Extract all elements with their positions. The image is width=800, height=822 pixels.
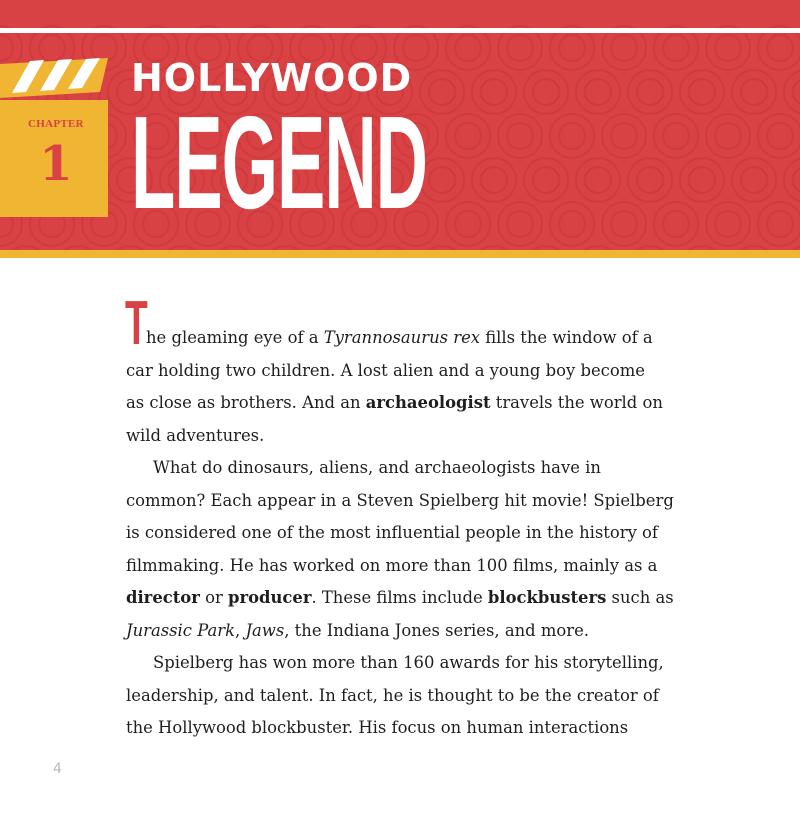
- pattern-circle: [429, 167, 455, 193]
- text-line: he gleaming eye of a Tyrannosaurus rex fills the window of a: [146, 328, 653, 347]
- pattern-circle: [507, 123, 533, 149]
- text-line: the Hollywood blockbuster. His focus on human interactions: [126, 718, 629, 737]
- chapter-number: 1: [39, 136, 73, 192]
- pattern-circle: [611, 123, 637, 149]
- pattern-circle: [767, 123, 793, 149]
- pattern-circle: [732, 158, 776, 202]
- pattern-circle: [689, 79, 715, 105]
- pattern-circle: [472, 70, 516, 114]
- pattern-circle: [481, 79, 507, 105]
- pattern-circle: [663, 35, 689, 61]
- title-line-2: LEGEND: [131, 89, 427, 236]
- pattern-circle: [481, 167, 507, 193]
- pattern-circle: [715, 123, 741, 149]
- pattern-circle: [706, 114, 750, 158]
- text-line: director or producer. These films include blockbusters such as: [126, 588, 674, 607]
- pattern-circle: [602, 202, 646, 246]
- pattern-circle: [429, 79, 455, 105]
- pattern-circle: [585, 79, 611, 105]
- pattern-circle: [585, 167, 611, 193]
- chapter-banner: [0, 0, 800, 258]
- pattern-circle: [602, 114, 646, 158]
- pattern-circle: [715, 35, 741, 61]
- pattern-circle: [524, 158, 568, 202]
- pattern-circle: [550, 202, 594, 246]
- pattern-circle: [576, 158, 620, 202]
- bottom-stripe: [0, 250, 800, 258]
- pattern-circle: [767, 35, 793, 61]
- pattern-circle: [732, 70, 776, 114]
- pattern-circle: [680, 158, 724, 202]
- text-line: leadership, and talent. In fact, he is thought to be the creator of: [126, 685, 659, 705]
- pattern-circle: [455, 123, 481, 149]
- pattern-circle: [654, 114, 698, 158]
- text-line: wild adventures.: [126, 425, 265, 445]
- pattern-circle: [628, 158, 672, 202]
- glossary-term: director: [126, 588, 200, 607]
- pattern-circle: [524, 70, 568, 114]
- pattern-circle: [550, 114, 594, 158]
- pattern-circle: [559, 123, 585, 149]
- text-line: common? Each appear in a Steven Spielberg hit movie! Spielberg: [126, 490, 674, 510]
- text-line: filmmaking. He has worked on more than 100 films, mainly as a: [126, 555, 658, 575]
- pattern-circle: [446, 202, 490, 246]
- pattern-circle: [793, 79, 800, 105]
- pattern-circle: [637, 79, 663, 105]
- pattern-circle: [611, 211, 637, 237]
- pattern-circle: [741, 79, 767, 105]
- pattern-circle: [559, 211, 585, 237]
- clapperboard-icon: [0, 58, 110, 102]
- pattern-circle: [576, 70, 620, 114]
- pattern-circle: [446, 114, 490, 158]
- pattern-circle: [706, 202, 750, 246]
- pattern-circle: [654, 202, 698, 246]
- text-line: Spielberg has won more than 160 awards for his storytelling,: [153, 653, 664, 672]
- pattern-circle: [767, 211, 793, 237]
- pattern-circle: [533, 79, 559, 105]
- pattern-circle: [559, 35, 585, 61]
- pattern-circle: [533, 167, 559, 193]
- pattern-circle: [793, 167, 800, 193]
- text-line: is considered one of the most influential people in the history of: [126, 523, 658, 542]
- pattern-circle: [455, 211, 481, 237]
- top-stripe: [0, 28, 800, 33]
- pattern-circle: [455, 35, 481, 61]
- pattern-circle: [628, 70, 672, 114]
- pattern-circle: [507, 35, 533, 61]
- text-line: What do dinosaurs, aliens, and archaeologists have in: [153, 458, 601, 477]
- glossary-term: blockbusters: [487, 588, 607, 607]
- pattern-circle: [507, 211, 533, 237]
- text-line: Jurassic Park, Jaws, the Indiana Jones series, and more.: [126, 620, 590, 640]
- pattern-circle: [680, 70, 724, 114]
- pattern-circle: [498, 202, 542, 246]
- text-line: car holding two children. A lost alien and a young boy become: [126, 360, 645, 380]
- pattern-circle: [741, 167, 767, 193]
- drop-cap: T: [125, 289, 148, 358]
- pattern-circle: [637, 167, 663, 193]
- glossary-term: archaeologist: [365, 393, 491, 412]
- title-line-1: HOLLYWOOD: [131, 56, 413, 100]
- pattern-circle: [498, 114, 542, 158]
- pattern-circle: [472, 158, 516, 202]
- body-text: [125, 289, 674, 745]
- glossary-term: producer: [228, 588, 312, 607]
- text-line: as close as brothers. And an archaeologist travels the world on: [126, 393, 663, 412]
- pattern-circle: [663, 211, 689, 237]
- page-number: 4: [53, 761, 62, 777]
- pattern-circle: [715, 211, 741, 237]
- pattern-circle: [689, 167, 715, 193]
- pattern-circle: [663, 123, 689, 149]
- chapter-box: [0, 100, 108, 217]
- chapter-label: CHAPTER: [28, 118, 84, 130]
- pattern-circle: [611, 35, 637, 61]
